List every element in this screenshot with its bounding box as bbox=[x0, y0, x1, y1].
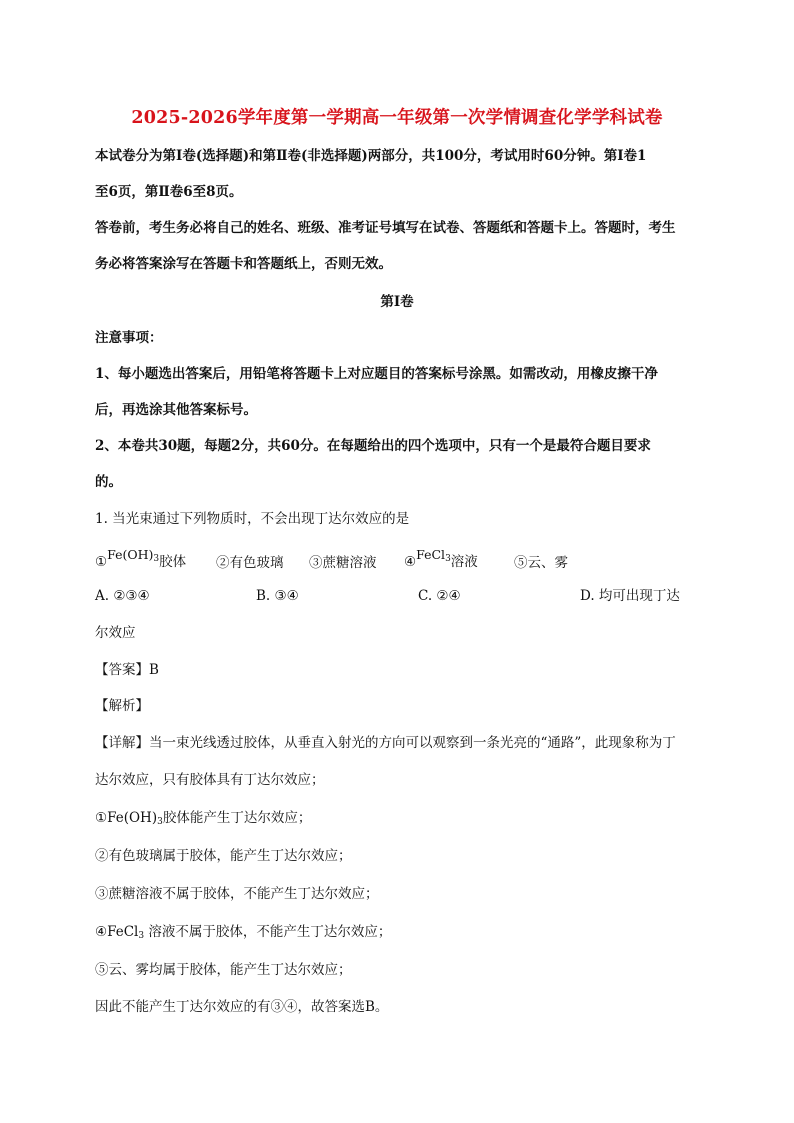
option-a[interactable]: A. ②③④ bbox=[95, 588, 150, 604]
exam-title: 2025-2026学年度第一学期高一年级第一次学情调查化学学科试卷 bbox=[131, 108, 663, 128]
item-1-number: ① bbox=[95, 554, 108, 570]
option-b[interactable]: B. ③④ bbox=[256, 588, 299, 604]
notice-item-1-line-1: 1、每小题选出答案后，用铅笔将答题卡上对应题目的答案标号涂黑。如需改动，用橡皮擦干净 bbox=[95, 366, 658, 382]
notice-item-2-line-1: 2、本卷共30题，每题2分，共60分。在每题给出的四个选项中，只有一个是最符合题目要求 bbox=[95, 438, 651, 454]
intro-line-2: 至6页，第Ⅱ卷6至8页。 bbox=[95, 184, 243, 200]
intro-line-3: 答卷前，考生务必将自己的姓名、班级、准考证号填写在试卷、答题纸和答题卡上。答题时，考生 bbox=[95, 220, 676, 236]
option-d[interactable]: D. 均可出现丁达 bbox=[580, 588, 680, 604]
item-1-label: 胶体 bbox=[159, 554, 187, 570]
item-1-formula: $Fe(OH)_3$ bbox=[107, 547, 160, 564]
explanation-3: ③蔗糖溶液不属于胶体，不能产生丁达尔效应； bbox=[95, 886, 379, 902]
detail-line-1: 【详解】当一束光线透过胶体，从垂直入射光的方向可以观察到一条光亮的“通路”，此现象称为丁 bbox=[95, 735, 676, 751]
item-4-label: 溶液 bbox=[450, 554, 478, 570]
intro-line-4: 务必将答案涂写在答题卡和答题纸上，否则无效。 bbox=[95, 256, 392, 272]
explanation-4-formula: FeCl$_3$ bbox=[107, 924, 145, 941]
explanation-1-number: ① bbox=[95, 810, 108, 826]
item-5: ⑤云、雾 bbox=[514, 555, 568, 571]
notice-item-2-line-2: 的。 bbox=[95, 474, 122, 490]
explanation-1-formula: $Fe(OH)_3$ bbox=[107, 810, 163, 827]
item-3: ③蔗糖溶液 bbox=[309, 555, 377, 571]
answer-line: 【答案】B bbox=[95, 662, 159, 678]
analysis-heading: 【解析】 bbox=[95, 698, 149, 714]
explanation-1-text: 胶体能产生丁达尔效应； bbox=[162, 810, 312, 826]
option-d-continued: 尔效应 bbox=[95, 625, 136, 641]
item-4-number: ④ bbox=[404, 554, 417, 570]
item-2: ②有色玻璃 bbox=[216, 555, 284, 571]
conclusion: 因此不能产生丁达尔效应的有③④，故答案选B。 bbox=[95, 999, 389, 1015]
item-4 bbox=[404, 547, 478, 572]
intro-line-1: 本试卷分为第Ⅰ卷(选择题)和第Ⅱ卷(非选择题)两部分，共100分，考试用时60分钟。第Ⅰ卷1 bbox=[95, 148, 647, 164]
section-title: 第Ⅰ卷 bbox=[380, 294, 414, 310]
item-4-formula: FeCl$_3$ bbox=[416, 547, 451, 564]
explanation-2: ②有色玻璃属于胶体，能产生丁达尔效应； bbox=[95, 848, 352, 864]
notice-item-1-line-2: 后，再选涂其他答案标号。 bbox=[95, 402, 257, 418]
item-1 bbox=[95, 547, 187, 572]
notice-heading: 注意事项： bbox=[95, 330, 163, 346]
detail-line-2: 达尔效应，只有胶体具有丁达尔效应； bbox=[95, 772, 325, 788]
question-stem: 1. 当光束通过下列物质时，不会出现丁达尔效应的是 bbox=[95, 511, 410, 527]
option-c[interactable]: C. ②④ bbox=[418, 588, 461, 604]
explanation-1 bbox=[95, 808, 705, 828]
explanation-5: ⑤云、雾均属于胶体，能产生丁达尔效应； bbox=[95, 962, 352, 978]
explanation-4-text: 溶液不属于胶体，不能产生丁达尔效应； bbox=[144, 924, 392, 940]
explanation-4-number: ④ bbox=[95, 924, 108, 940]
explanation-4 bbox=[95, 922, 705, 942]
